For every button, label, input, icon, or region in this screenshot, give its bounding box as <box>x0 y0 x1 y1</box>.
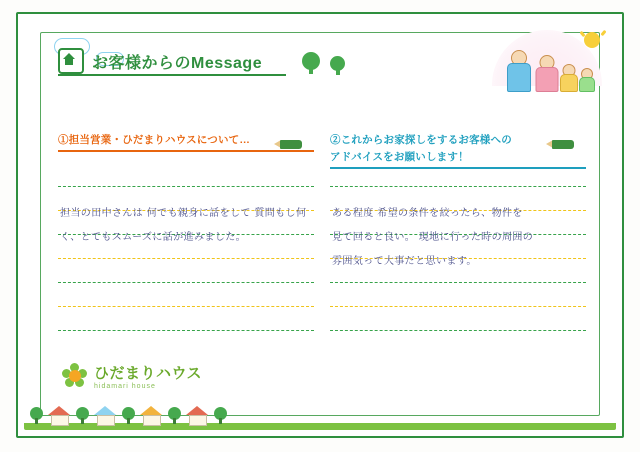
tree-icon <box>76 407 89 424</box>
logo-subtitle: hidamari house <box>94 383 156 390</box>
answer-1-line: 担当の田中さんは 何でも親身に話をして 質問もし何 <box>60 208 307 219</box>
answer-2-line: ある程度 希望の条件を絞ったら、物件を <box>332 208 523 219</box>
title-underline <box>58 74 286 76</box>
pencil-icon <box>274 140 304 151</box>
answer-2-line: 見て回ると良い。 現地に行った時の周囲の <box>332 232 534 243</box>
rule-line <box>58 186 314 187</box>
question-2-underline <box>330 167 586 169</box>
tree-icon <box>214 407 227 424</box>
page-title <box>58 48 262 74</box>
company-logo <box>62 362 202 390</box>
answer-area-1 <box>58 186 314 334</box>
tree-icon <box>302 52 320 74</box>
answer-1-line <box>60 298 312 322</box>
pencil-icon <box>546 140 576 151</box>
figure-child-icon <box>559 64 579 90</box>
house-icon <box>140 406 162 424</box>
answer-2-line <box>332 274 584 298</box>
answer-2-line <box>332 298 584 322</box>
tree-icon <box>122 407 135 424</box>
house-icon <box>48 406 70 424</box>
tree-icon <box>168 407 181 424</box>
figure-father-icon <box>506 50 532 90</box>
figure-baby-icon <box>578 68 596 90</box>
logo-name: ひだまりハウス <box>94 365 203 382</box>
answer-2-line <box>332 322 584 346</box>
question-2-line-1: ②これからお家探しをするお客様への <box>330 134 512 146</box>
figure-mother-icon <box>534 53 560 90</box>
sun-icon <box>584 32 600 48</box>
town-illustration <box>24 400 616 430</box>
flower-house-icon <box>62 363 88 389</box>
answer-1-line: く、とてもスムーズに話が進みました。 <box>60 232 246 243</box>
answer-1-text <box>60 202 312 346</box>
sun-ray-icon <box>600 30 606 37</box>
answer-area-2 <box>330 186 586 334</box>
answer-1-line <box>60 274 312 298</box>
question-2-line-2: アドバイスをお願いします！ <box>330 151 469 163</box>
tree-icon <box>30 407 43 424</box>
answer-1-line <box>60 322 312 346</box>
answer-1-line <box>60 250 312 274</box>
house-icon <box>94 406 116 424</box>
rule-line <box>330 186 586 187</box>
answer-2-text <box>332 202 584 346</box>
house-icon <box>58 48 84 74</box>
header-title-text: お客様からのMessage <box>92 54 263 72</box>
tree-icon <box>330 56 345 75</box>
house-icon <box>186 406 208 424</box>
question-1-line-1: ①担当営業・ひだまりハウスについて… <box>58 134 251 146</box>
family-illustration <box>488 28 606 90</box>
answer-2-line: 雰囲気って大事だと思います。 <box>332 256 477 267</box>
